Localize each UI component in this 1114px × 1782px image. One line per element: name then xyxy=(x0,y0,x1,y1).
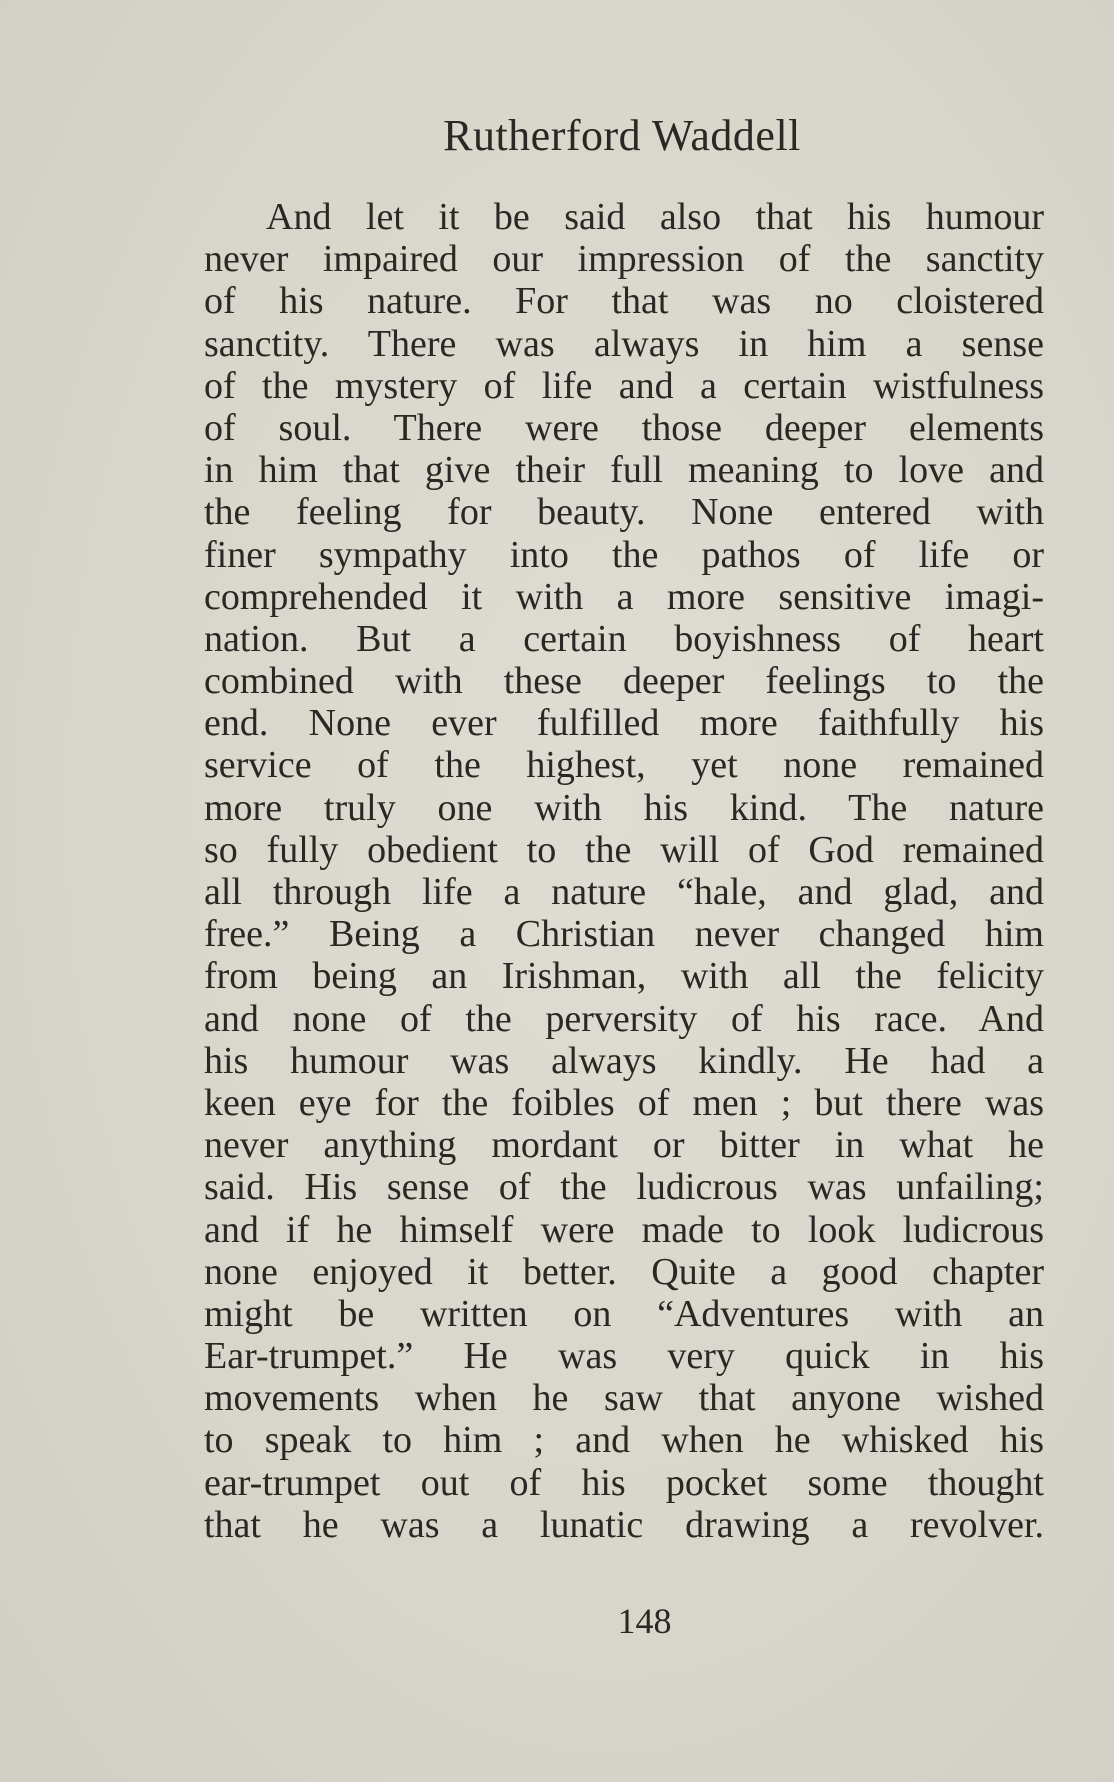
text-line: never impaired our impression of the sanctity xyxy=(204,238,1044,281)
text-line: Ear-trumpet.” He was very quick in his xyxy=(204,1335,1044,1378)
text-line: all through life a nature “hale, and glad, and xyxy=(204,871,1044,913)
text-line: and if he himself were made to look ludicrous xyxy=(204,1208,1044,1251)
text-line: to speak to him ; and when he whisked his xyxy=(204,1419,1044,1462)
text-line: in him that give their full meaning to love and xyxy=(204,449,1044,492)
text-line: none enjoyed it better. Quite a good chapter xyxy=(204,1250,1044,1293)
text-line: and none of the perversity of his race. And xyxy=(204,997,1044,1040)
text-line: sanctity. There was always in him a sense xyxy=(204,322,1044,365)
text-line: finer sympathy into the pathos of life or xyxy=(204,533,1044,576)
text-line: comprehended it with a more sensitive imagi- xyxy=(204,575,1044,618)
body-text xyxy=(204,196,1044,1546)
text-line: of his nature. For that was no cloistered xyxy=(204,280,1044,323)
text-line: And let it be said also that his humour xyxy=(266,196,1044,238)
text-line: from being an Irishman, with all the felicity xyxy=(204,955,1044,998)
text-line: combined with these deeper feelings to the xyxy=(204,660,1044,703)
text-line: might be written on “Adventures with an xyxy=(204,1292,1044,1335)
text-line: that he was a lunatic drawing a revolver. xyxy=(204,1503,1044,1546)
text-line: keen eye for the foibles of men ; but there was xyxy=(204,1081,1044,1124)
text-line: nation. But a certain boyishness of heart xyxy=(204,617,1044,660)
text-line: of the mystery of life and a certain wistfulness xyxy=(204,364,1044,407)
text-line: never anything mordant or bitter in what he xyxy=(204,1124,1044,1167)
text-line: service of the highest, yet none remained xyxy=(204,744,1044,787)
text-line: free.” Being a Christian never changed him xyxy=(204,913,1044,956)
text-line: more truly one with his kind. The nature xyxy=(204,786,1044,829)
text-line: ear-trumpet out of his pocket some thought xyxy=(204,1461,1044,1504)
text-line: the feeling for beauty. None entered with xyxy=(204,491,1044,534)
text-line: his humour was always kindly. He had a xyxy=(204,1039,1044,1082)
running-head: Rutherford Waddell xyxy=(443,111,801,160)
text-line: end. None ever fulfilled more faithfully his xyxy=(204,702,1044,745)
text-line: so fully obedient to the will of God remained xyxy=(204,828,1044,871)
text-line: of soul. There were those deeper elements xyxy=(204,406,1044,449)
text-line: said. His sense of the ludicrous was unfailing; xyxy=(204,1166,1044,1209)
text-line: movements when he saw that anyone wished xyxy=(204,1377,1044,1420)
page-number: 148 xyxy=(617,1601,672,1641)
